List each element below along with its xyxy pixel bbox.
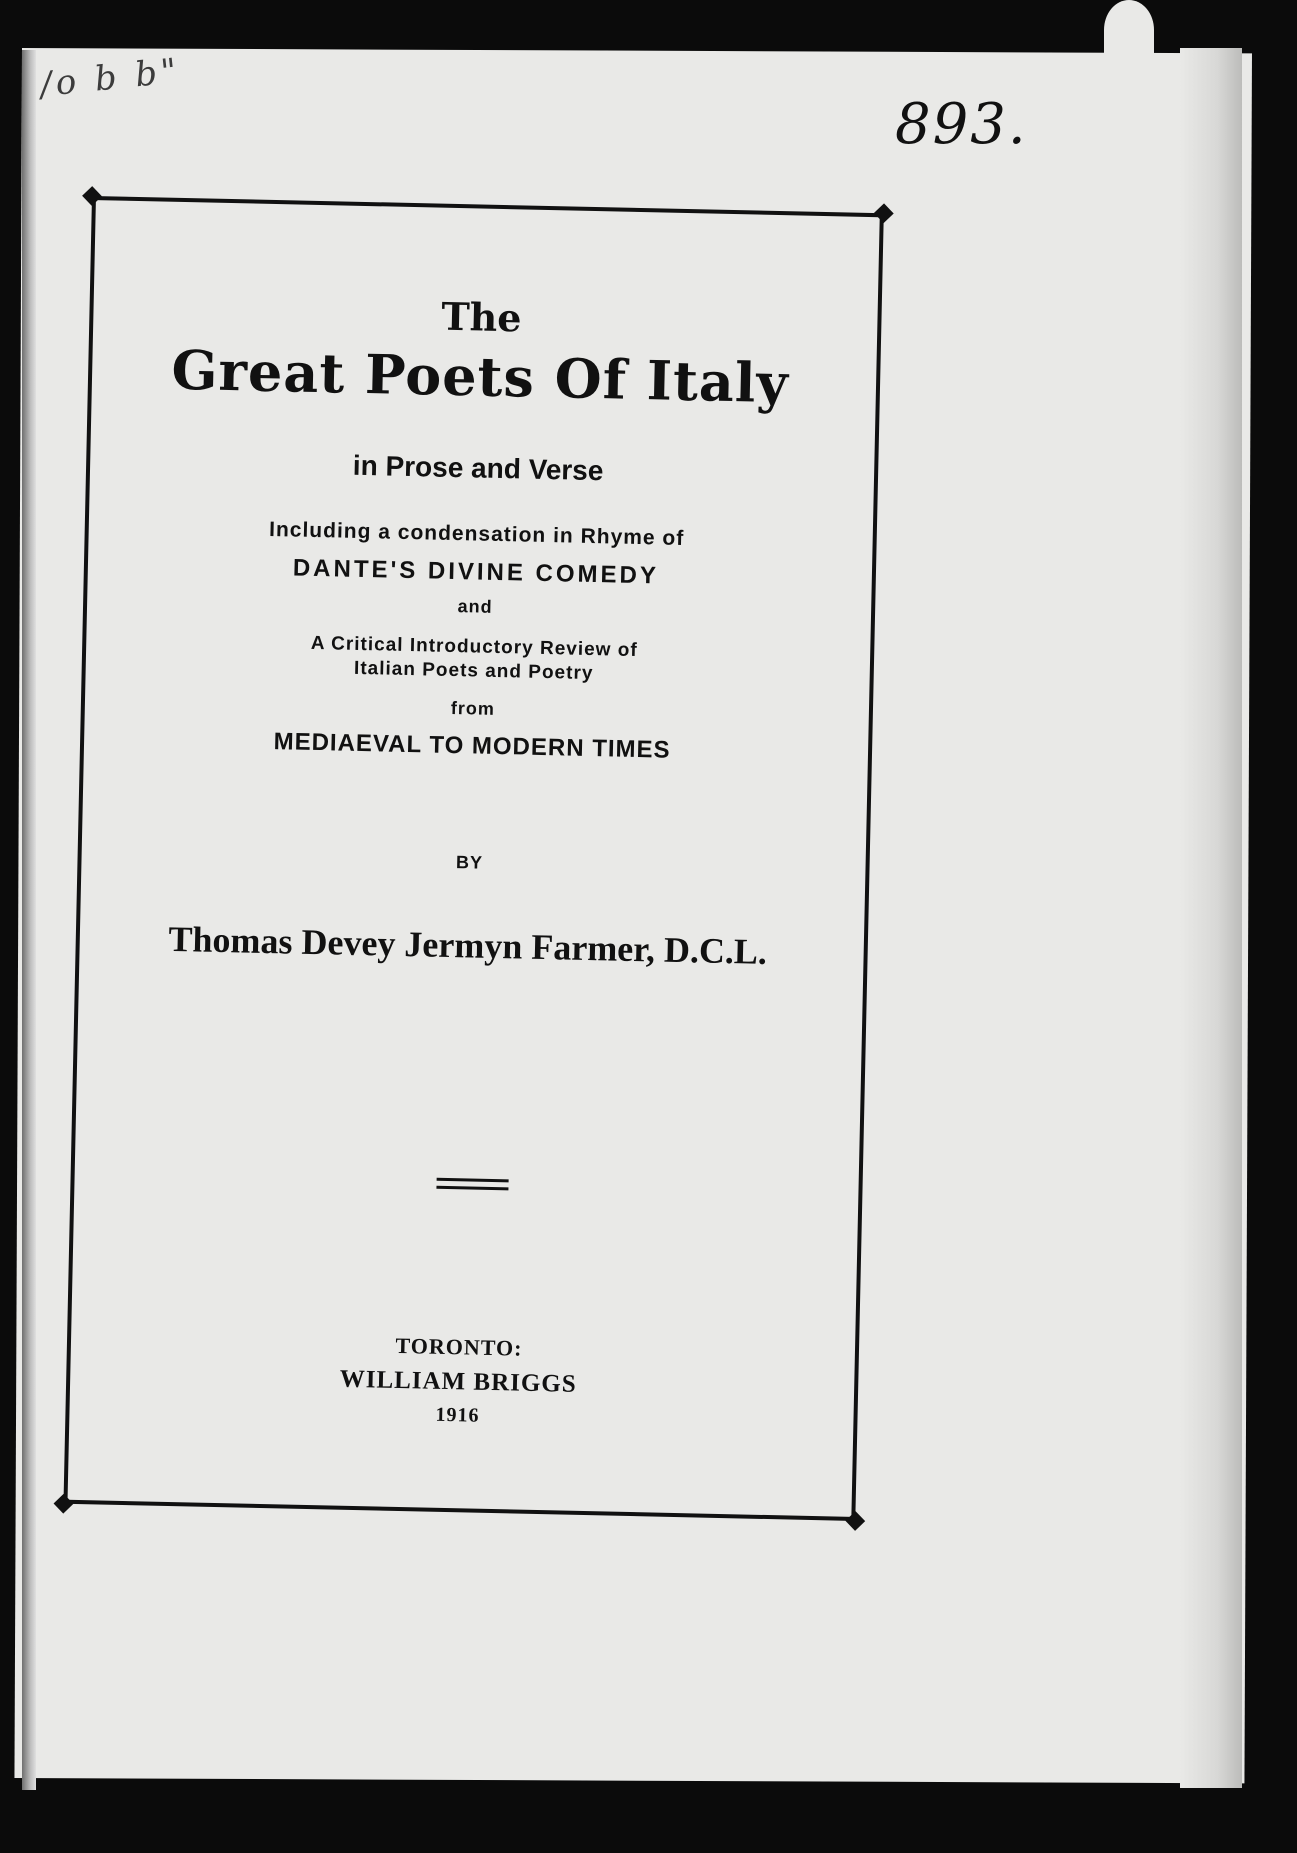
from-line: from (450, 697, 496, 719)
title-article: The (440, 293, 522, 341)
handwritten-shelf-mark: /o b b" (38, 50, 183, 106)
book-subtitle: in Prose and Verse (352, 449, 604, 487)
page-edge-shadow (1180, 48, 1242, 1788)
publisher-name: WILLIAM BRIGGS (339, 1365, 577, 1398)
double-rule-top (437, 1178, 509, 1183)
book-spine-edge (22, 50, 36, 1790)
title-page-content (64, 196, 876, 1513)
by-line: BY (455, 852, 484, 873)
handwritten-page-number: 893. (895, 92, 1028, 157)
including-line: Including a condensation in Rhyme of (268, 517, 685, 550)
review-line-2: Italian Poets and Poetry (353, 657, 594, 685)
author-name: Thomas Devey Jermyn Farmer, D.C.L. (168, 918, 768, 972)
period-line: MEDIAEVAL TO MODERN TIMES (273, 728, 671, 764)
page-corner (1104, 0, 1154, 60)
work-title: DANTE'S DIVINE COMEDY (292, 554, 660, 590)
publication-place: TORONTO: (395, 1332, 523, 1361)
review-line-1: A Critical Introductory Review of (310, 632, 638, 662)
double-rule-bottom (436, 1186, 508, 1191)
publication-year: 1916 (435, 1403, 480, 1427)
book-title: Great Poets Of Italy (170, 337, 790, 416)
and-line: and (457, 596, 493, 617)
